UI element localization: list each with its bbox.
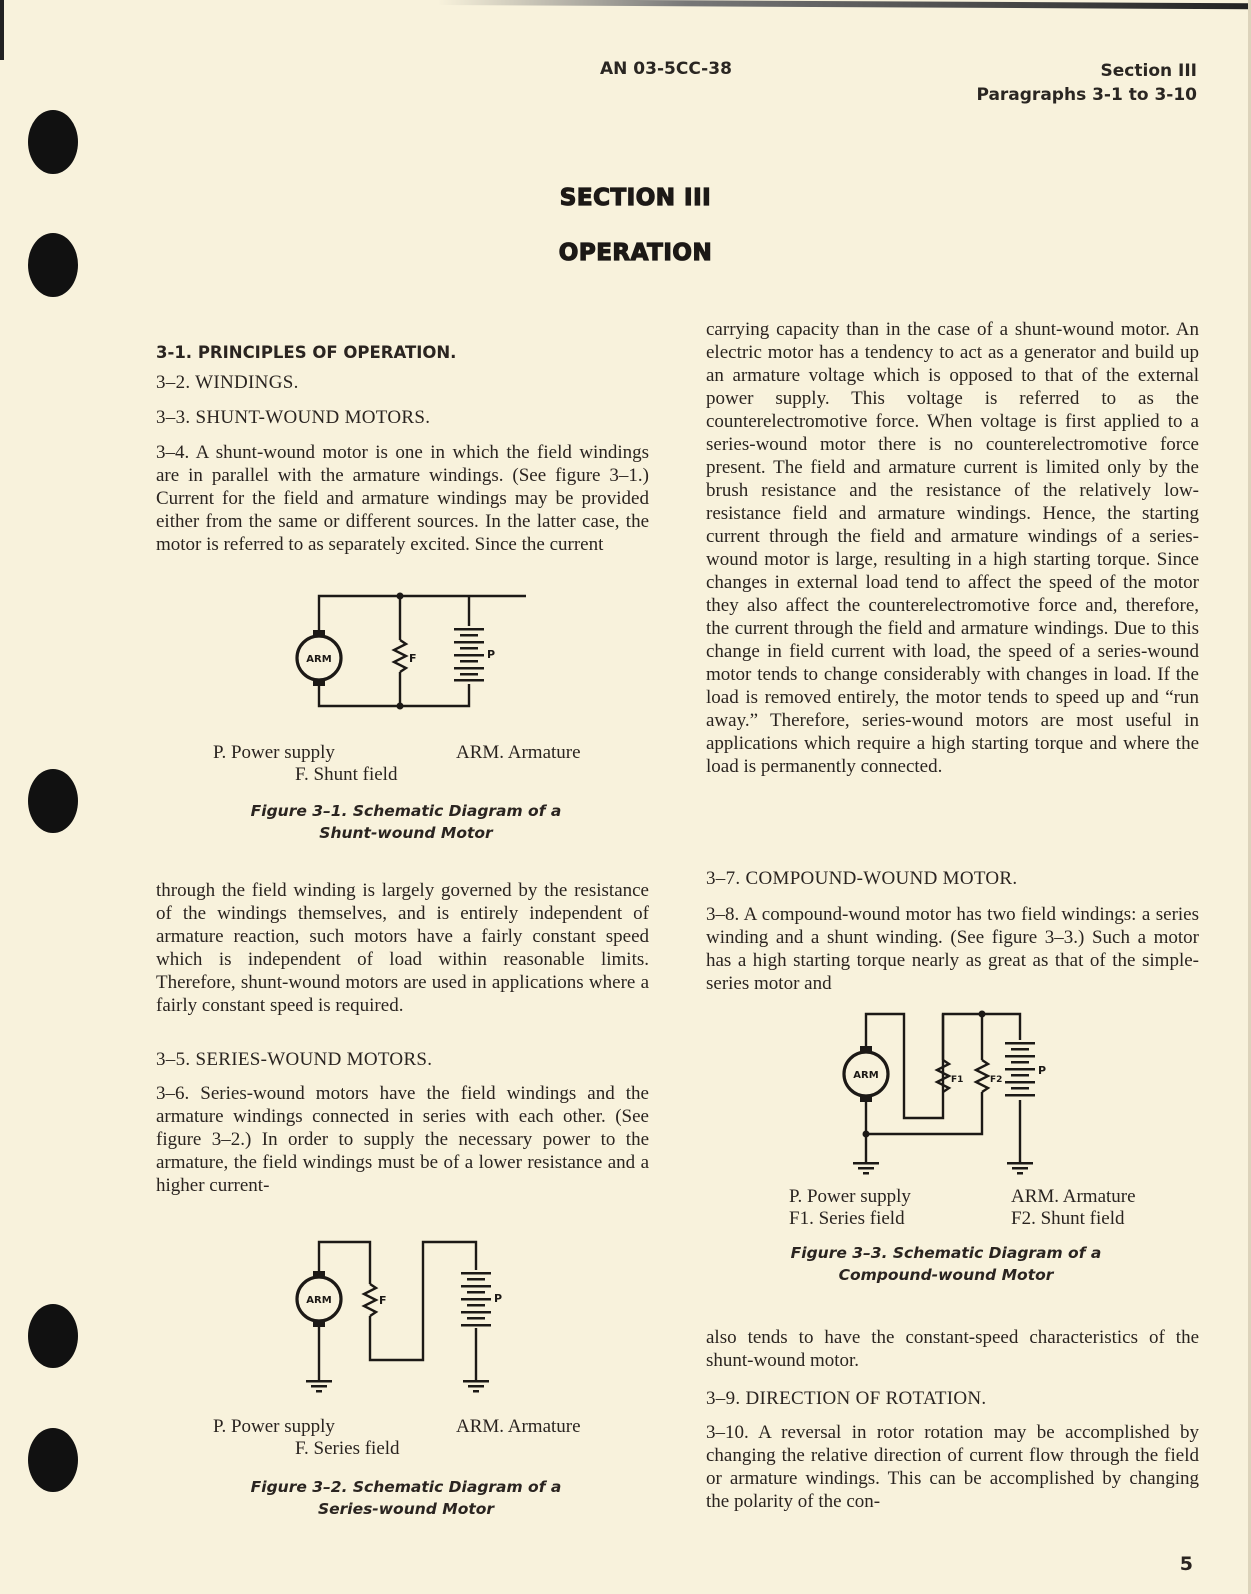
paragraph-3-10: 3–10. A reversal in rotor rotation may be accomplished by changing the relative direction of current flow through the field or armature windings. This can be accomplished by changing the polarity of the con- bbox=[706, 1422, 1199, 1512]
heading-3-3: 3–3. SHUNT-WOUND MOTORS. bbox=[156, 407, 431, 428]
binder-hole bbox=[28, 1428, 78, 1492]
binder-hole bbox=[28, 1304, 78, 1368]
left-column bbox=[156, 0, 649, 1594]
binder-hole bbox=[28, 769, 78, 833]
figure-3-2-caption: Figure 3–2. Schematic Diagram of a Series-wound Motor bbox=[250, 1478, 562, 1518]
svg-text:F2: F2 bbox=[990, 1075, 1003, 1085]
figure-3-3-legend-f2: F2. Shunt field bbox=[1011, 1208, 1125, 1229]
heading-3-9: 3–9. DIRECTION OF ROTATION. bbox=[706, 1388, 987, 1409]
paragraph-3-6: 3–6. Series-wound motors have the field windings and the armature windings connected in series with each other. (See figure 3–2.) In order to supply the necessary power to the armature, the field windings must be of a lower resistance and a higher current- bbox=[156, 1083, 649, 1196]
figure-3-3-legend-p: P. Power supply bbox=[789, 1186, 911, 1207]
svg-text:ARM: ARM bbox=[853, 1070, 879, 1081]
svg-text:ARM: ARM bbox=[306, 654, 332, 665]
svg-text:P: P bbox=[1038, 1064, 1047, 1077]
binder-hole bbox=[28, 110, 78, 174]
heading-3-2: 3–2. WINDINGS. bbox=[156, 372, 299, 393]
figure-3-2-schematic bbox=[286, 1232, 506, 1372]
svg-text:ARM: ARM bbox=[306, 1295, 332, 1306]
heading-3-5: 3–5. SERIES-WOUND MOTORS. bbox=[156, 1049, 433, 1070]
scan-left-edge bbox=[0, 0, 4, 60]
paragraph-range: Paragraphs 3-1 to 3-10 bbox=[976, 85, 1197, 105]
figure-3-3-caption: Figure 3–3. Schematic Diagram of a Compound-wound Motor bbox=[790, 1244, 1102, 1284]
svg-text:P: P bbox=[494, 1292, 503, 1305]
heading-3-1: 3-1. PRINCIPLES OF OPERATION. bbox=[156, 343, 457, 362]
svg-text:P: P bbox=[487, 648, 496, 661]
figure-3-2-legend-p: P. Power supply bbox=[213, 1416, 335, 1437]
paragraph-3-8: 3–8. A compound-wound motor has two field windings: a series winding and a shunt winding. (See figure 3–3.) Such a motor has a high starting torque nearly as great as that of the simple-series motor and bbox=[706, 904, 1199, 994]
paragraph-3-6-continued: carrying capacity than in the case of a shunt-wound motor. An electric motor has a tendency to act as a generator and build up an armature voltage which is opposed to that of the external power supply. This voltage is referred to as the counterelectromotive force. When voltage is first applied to a series-wound motor there is no counterelectromotive force present. The field and armature current is limited only by the brush resistance and the resistance of the relatively low-resistance field and armature windings. Hence, the starting current through the field and armature windings of a series-wound motor is large, resulting in a high starting torque. Since changes in external load tend to affect the speed of the motor they also affect the counterelectromotive force and, therefore, the current through the field and armature windings. Due to this change in field current with load, the speed of a series-wound motor tends to change considerably with changes in load. If the load is removed entirely, the motor tends to speed up and “run away.” Therefore, series-wound motors are most useful in applications which require a high starting torque and where the load is permanently connected. bbox=[706, 319, 1199, 777]
svg-text:F: F bbox=[379, 1294, 387, 1307]
figure-3-2-legend-arm: ARM. Armature bbox=[456, 1416, 581, 1437]
right-column bbox=[706, 0, 1199, 1594]
figure-3-1-schematic bbox=[286, 580, 506, 720]
figure-3-1-legend-p: P. Power supply bbox=[213, 742, 335, 763]
figure-3-2-legend-f: F. Series field bbox=[295, 1438, 400, 1459]
section-name: OPERATION bbox=[558, 240, 713, 266]
figure-3-1-legend-f: F. Shunt field bbox=[295, 764, 398, 785]
section-title: SECTION III bbox=[559, 185, 712, 211]
figure-3-3-legend-f1: F1. Series field bbox=[789, 1208, 905, 1229]
figure-3-1-caption: Figure 3–1. Schematic Diagram of a Shunt-wound Motor bbox=[250, 802, 562, 842]
figure-3-1-legend-arm: ARM. Armature bbox=[456, 742, 581, 763]
svg-text:F: F bbox=[409, 652, 417, 665]
svg-text:F1: F1 bbox=[951, 1075, 964, 1085]
figure-3-3-schematic bbox=[836, 1000, 1056, 1150]
section-label: Section III bbox=[1100, 61, 1197, 81]
paragraph-3-8-continued: also tends to have the constant-speed characteristics of the shunt-wound motor. bbox=[706, 1327, 1199, 1371]
paragraph-3-4-continued: through the field winding is largely governed by the resistance of the windings themselves, and is entirely independent of armature reaction, such motors have a fairly constant speed which is independent of load within reasonable limits. Therefore, shunt-wound motors are used in applications where a fairly constant speed is required. bbox=[156, 880, 649, 1016]
document-number: AN 03-5CC-38 bbox=[600, 59, 732, 79]
heading-3-7: 3–7. COMPOUND-WOUND MOTOR. bbox=[706, 868, 1018, 889]
figure-3-3-legend-arm: ARM. Armature bbox=[1011, 1186, 1136, 1207]
paragraph-3-4: 3–4. A shunt-wound motor is one in which the field windings are in parallel with the armature windings. (See figure 3–1.) Current for the field and armature windings may be provided either from the same or different sources. In the latter case, the motor is referred to as separately excited. Since the current bbox=[156, 442, 649, 555]
page-number: 5 bbox=[1179, 1553, 1193, 1575]
